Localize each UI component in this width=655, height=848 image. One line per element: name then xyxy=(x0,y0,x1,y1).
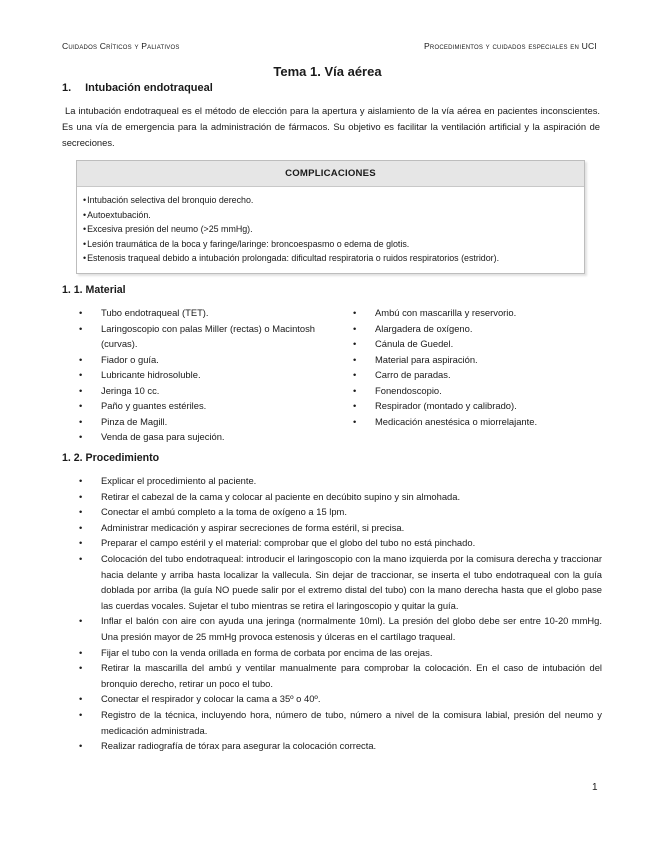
procedure-step: • Conectar el ambú completo a la toma de oxígeno a 15 lpm. xyxy=(79,504,602,520)
material-item: • Jeringa 10 cc. xyxy=(79,383,315,399)
complications-list xyxy=(77,187,584,266)
procedure-step: • Colocación del tubo endotraqueal: introducir el laringoscopio con la mano izquierda por la comisura derecha y traccionar hacia delante y arriba hasta localizar la vallecula. Sin dejar de traccionar, se inserta el tubo endotraqueal con la guía doblada por arriba (la guía NO puede salir por el extremo distal del tubo) con la mano derecha hasta que el globo pase las cuerdas vocales. Sujetar el tubo mientras se retira el laringoscopio y quitar la guía. xyxy=(79,551,602,613)
complication-item: • Excesiva presión del neumo (>25 mmHg). xyxy=(83,222,584,237)
material-item: • Paño y guantes estériles. xyxy=(79,398,315,414)
header-right: Procedimientos y cuidados especiales en UCI xyxy=(424,41,597,51)
procedure-heading: 1. 2. Procedimiento xyxy=(62,452,160,464)
material-item: • Carro de paradas. xyxy=(353,367,603,383)
procedure-step: • Retirar el cabezal de la cama y colocar al paciente en decúbito supino y sin almohada. xyxy=(79,489,602,505)
intro-paragraph xyxy=(62,103,600,151)
complications-title: COMPLICACIONES xyxy=(77,161,584,187)
material-heading: 1. 1. Material xyxy=(62,284,126,296)
material-item: • Venda de gasa para sujeción. xyxy=(79,429,315,445)
material-item: • Tubo endotraqueal (TET). xyxy=(79,305,315,321)
material-item: • Fonendoscopio. xyxy=(353,383,603,399)
procedure-step: • Realizar radiografía de tórax para asegurar la colocación correcta. xyxy=(79,738,602,754)
complication-item: • Intubación selectiva del bronquio derecho. xyxy=(83,193,584,208)
procedure-step: • Administrar medicación y aspirar secreciones de forma estéril, si precisa. xyxy=(79,520,602,536)
complications-box xyxy=(76,160,585,274)
material-item: • Laringoscopio con palas Miller (rectas) o Macintosh (curvas). xyxy=(79,321,315,352)
material-item: • Ambú con mascarilla y reservorio. xyxy=(353,305,603,321)
procedure-step: • Fijar el tubo con la venda orillada en forma de corbata por encima de las orejas. xyxy=(79,645,602,661)
complication-item: • Estenosis traqueal debido a intubación prolongada: dificultad respiratoria o ruidos respiratorios (estridor). xyxy=(83,251,584,266)
complication-item: • Autoextubación. xyxy=(83,208,584,223)
material-item: • Cánula de Guedel. xyxy=(353,336,603,352)
procedure-step: • Inflar el balón con aire con ayuda una jeringa (normalmente 10ml). La presión del globo debe ser entre 10-20 mmHg. Una presión mayor de 25 mmHg provoca estenosis y úlceras en el cartílago traqueal. xyxy=(79,613,602,644)
section-heading xyxy=(62,82,213,94)
section-number: 1. xyxy=(62,82,72,94)
procedure-step: • Conectar el respirador y colocar la cama a 35º o 40º. xyxy=(79,691,602,707)
section-title: Intubación endotraqueal xyxy=(85,82,213,94)
page-header xyxy=(62,41,597,51)
material-item: • Material para aspiración. xyxy=(353,352,603,368)
page-number: 1 xyxy=(592,782,598,793)
material-item: • Fiador o guía. xyxy=(79,352,315,368)
page-title: Tema 1. Vía aérea xyxy=(273,64,382,79)
material-item: • Medicación anestésica o miorrelajante. xyxy=(353,414,603,430)
material-item: • Respirador (montado y calibrado). xyxy=(353,398,603,414)
complication-item: • Lesión traumática de la boca y faringe/laringe: broncoespasmo o edema de glotis. xyxy=(83,237,584,252)
procedure-step: • Retirar la mascarilla del ambú y ventilar manualmente para comprobar la colocación. En el caso de intubación del bronquio derecho, retirar un poco el tubo. xyxy=(79,660,602,691)
procedure-list xyxy=(79,473,602,754)
procedure-step: • Registro de la técnica, incluyendo hora, número de tubo, número a nivel de la comisura labial, presión del neumo y medicación administrada. xyxy=(79,707,602,738)
material-item: • Pinza de Magill. xyxy=(79,414,315,430)
material-item: • Lubricante hidrosoluble. xyxy=(79,367,315,383)
header-left: Cuidados Críticos y Paliativos xyxy=(62,41,180,51)
material-item: • Alargadera de oxígeno. xyxy=(353,321,603,337)
procedure-step: • Explicar el procedimiento al paciente. xyxy=(79,473,602,489)
material-list-right xyxy=(353,305,603,429)
material-list-left xyxy=(79,305,315,445)
procedure-step: • Preparar el campo estéril y el material: comprobar que el globo del tubo no está pinchado. xyxy=(79,535,602,551)
intro-text: La intubación endotraqueal es el método de elección para la apertura y aislamiento de la vía aérea en pacientes inconscientes. Es una vía de emergencia para la administración de fármacos. Su objetivo es facilitar la ventilación artificial y la aspiración de secreciones. xyxy=(62,105,600,148)
